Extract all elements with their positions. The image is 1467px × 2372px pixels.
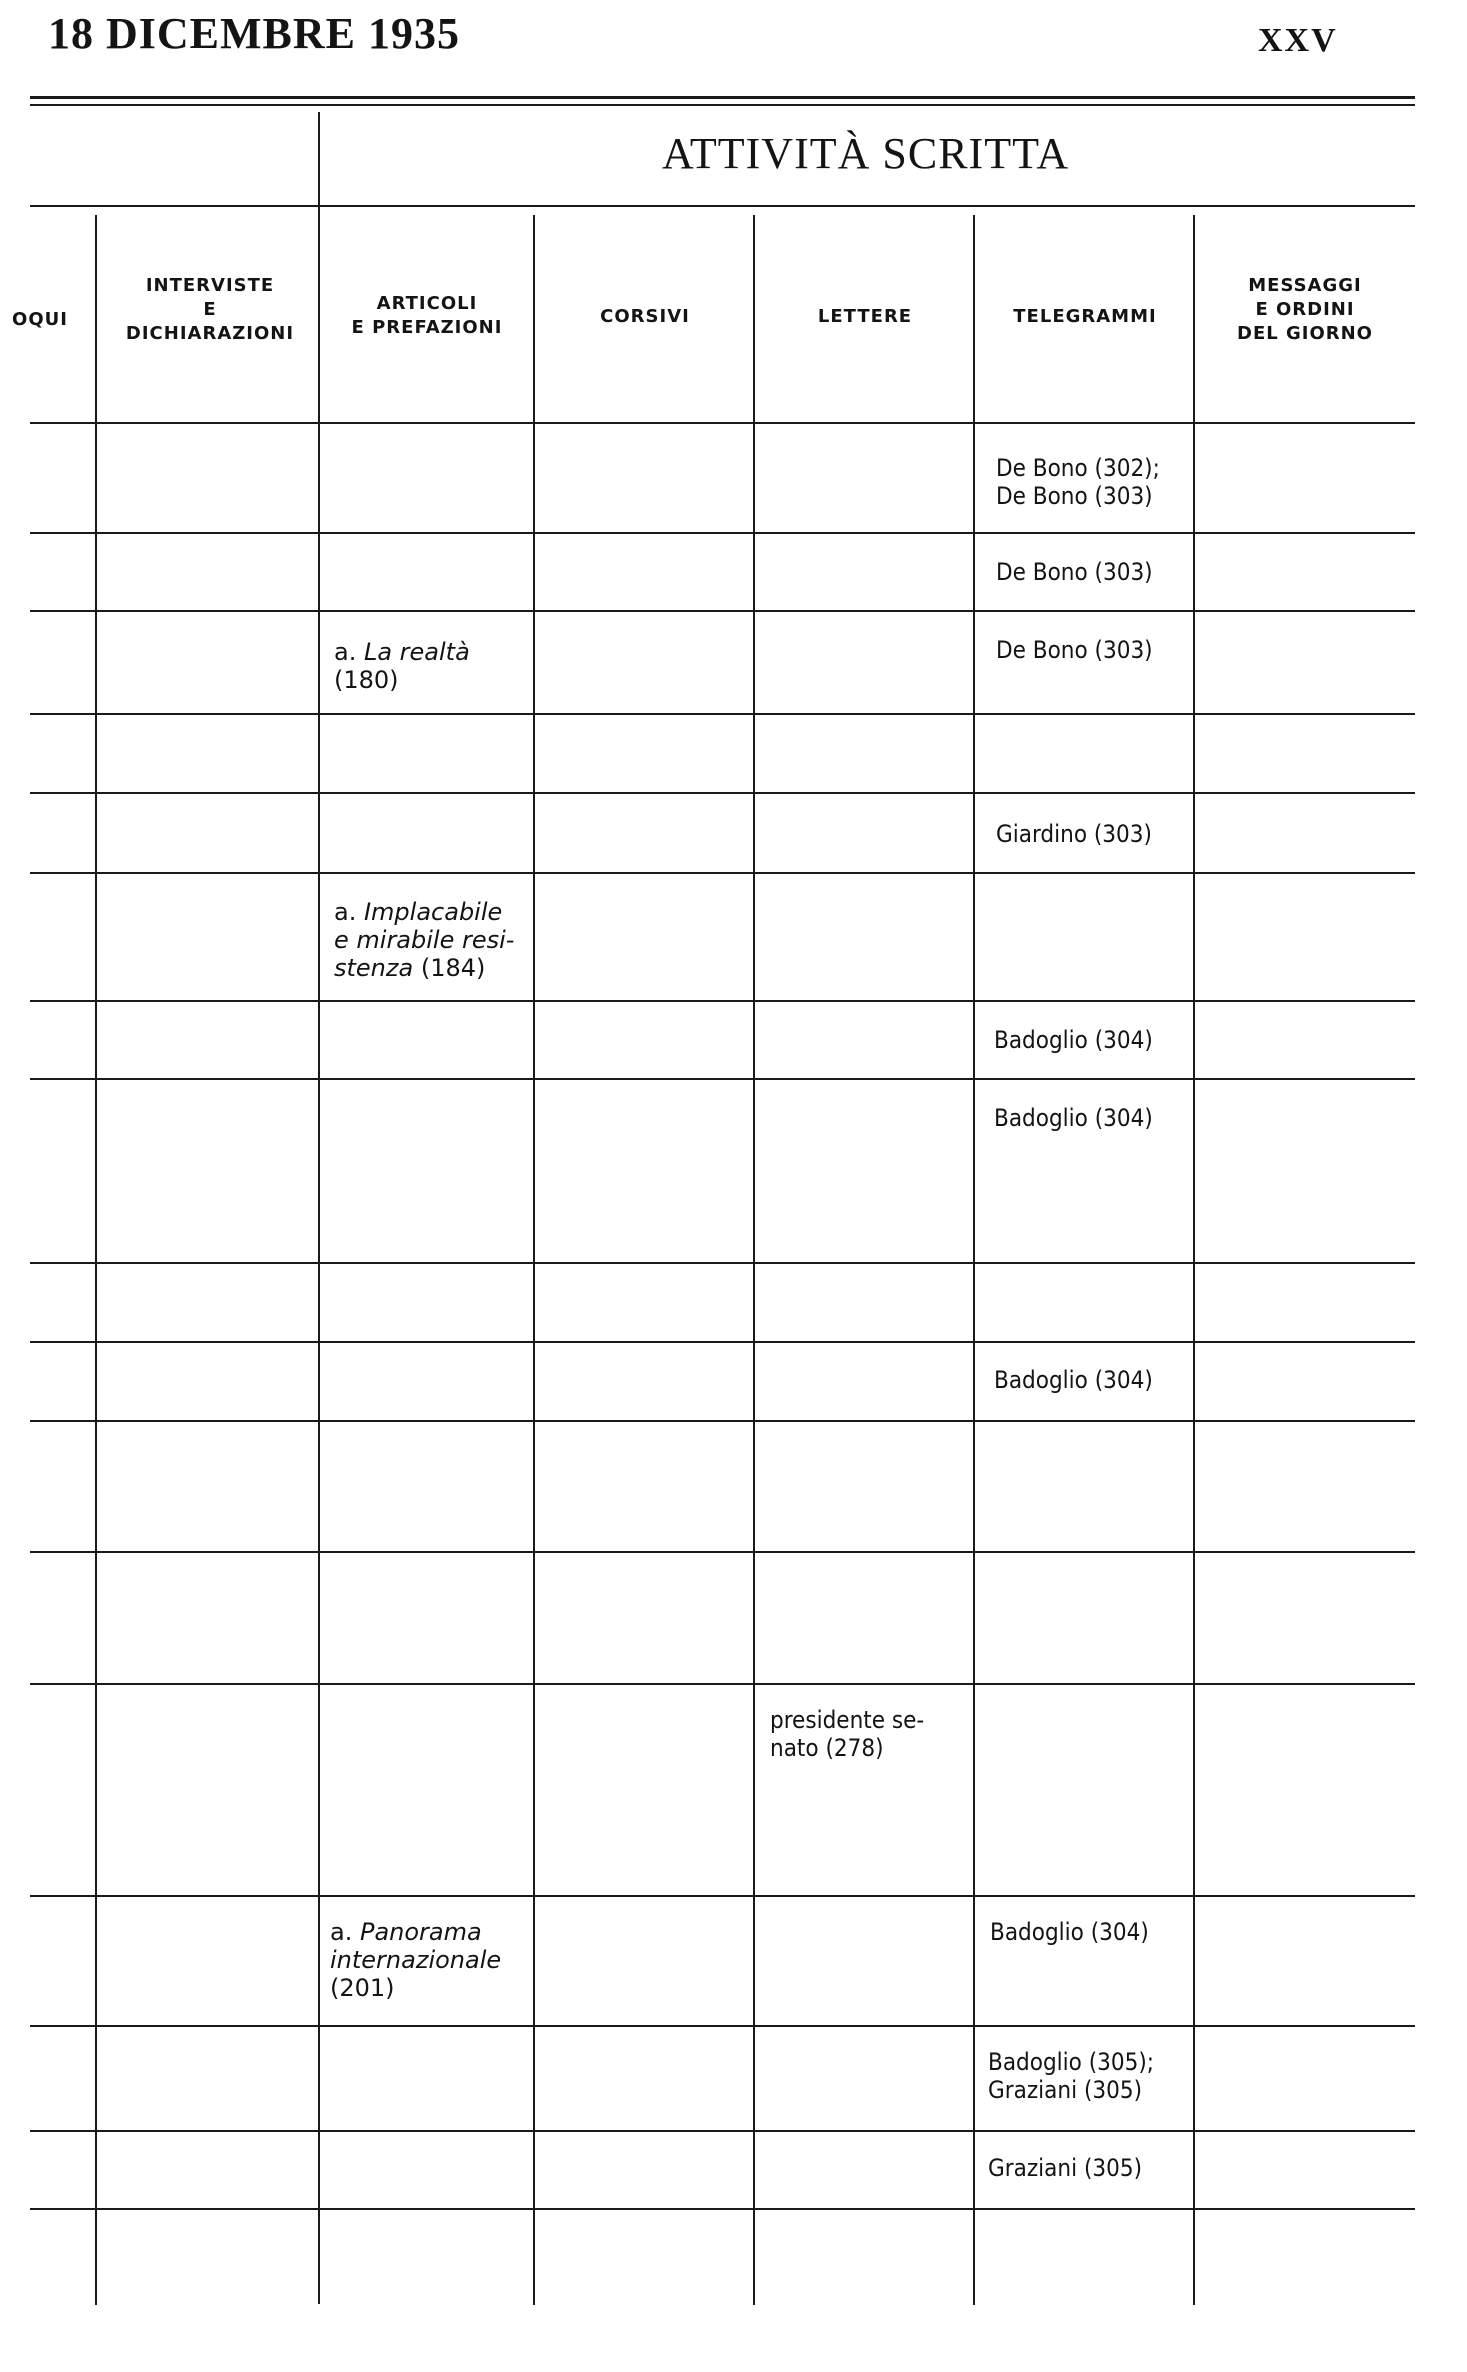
top-rule-2 bbox=[30, 104, 1415, 106]
row-rule bbox=[30, 713, 1415, 715]
article-ref: (201) bbox=[330, 1974, 395, 2002]
col-head-lettere: LETTERE bbox=[817, 306, 913, 327]
telegram-entry: Badoglio (305); Graziani (305) bbox=[988, 2048, 1155, 2104]
article-prefix: a. bbox=[330, 1918, 360, 1946]
row-rule bbox=[30, 422, 1415, 424]
row-rule bbox=[30, 1551, 1415, 1553]
row-rule bbox=[30, 2130, 1415, 2132]
row-rule bbox=[30, 2208, 1415, 2210]
letter-entry: presidente se- nato (278) bbox=[770, 1706, 925, 1762]
col-head-telegrammi: TELEGRAMMI bbox=[1013, 306, 1157, 327]
row-rule bbox=[30, 792, 1415, 794]
article-title: Implacabile e mirabile resi- stenza bbox=[334, 898, 515, 982]
top-rule bbox=[30, 96, 1415, 99]
row-rule bbox=[30, 1683, 1415, 1685]
telegram-entry: De Bono (303) bbox=[996, 558, 1153, 586]
col-head-messaggi: MESSAGGI E ORDINI DEL GIORNO bbox=[1237, 275, 1373, 344]
telegram-entry: De Bono (302); De Bono (303) bbox=[996, 454, 1160, 510]
col-divider-1 bbox=[95, 215, 97, 2305]
telegram-entry: Badoglio (304) bbox=[994, 1104, 1153, 1132]
col-divider-3 bbox=[533, 215, 535, 2305]
article-entry bbox=[334, 638, 470, 694]
telegram-entry: Badoglio (304) bbox=[990, 1918, 1149, 1946]
article-ref: (180) bbox=[334, 666, 399, 694]
col-head-corsivi: CORSIVI bbox=[600, 306, 690, 327]
telegram-entry: Badoglio (304) bbox=[994, 1026, 1153, 1054]
article-prefix: a. bbox=[334, 898, 364, 926]
row-rule bbox=[30, 1420, 1415, 1422]
col-head-colloqui: OQUI bbox=[12, 309, 68, 330]
col-head-interviste: INTERVISTE E DICHIARAZIONI bbox=[125, 275, 295, 344]
article-entry bbox=[334, 898, 534, 982]
article-prefix: a. bbox=[334, 638, 364, 666]
row-rule bbox=[30, 1895, 1415, 1897]
col-divider-2 bbox=[318, 112, 320, 2304]
row-rule bbox=[30, 872, 1415, 874]
telegram-entry: Badoglio (304) bbox=[994, 1366, 1153, 1394]
page-date: 18 DICEMBRE 1935 bbox=[48, 9, 461, 58]
telegram-entry: Graziani (305) bbox=[988, 2154, 1142, 2182]
article-ref: (184) bbox=[413, 954, 486, 982]
col-head-articoli: ARTICOLI E PREFAZIONI bbox=[351, 293, 503, 338]
title-rule bbox=[30, 205, 1415, 207]
article-title: Panorama internazionale bbox=[330, 1918, 502, 1974]
article-title: La realtà bbox=[363, 638, 470, 666]
col-divider-5 bbox=[973, 215, 975, 2305]
row-rule bbox=[30, 2025, 1415, 2027]
row-rule bbox=[30, 1341, 1415, 1343]
section-title: ATTIVITÀ SCRITTA bbox=[662, 129, 1070, 178]
row-rule bbox=[30, 610, 1415, 612]
col-divider-6 bbox=[1193, 215, 1195, 2305]
telegram-entry: Giardino (303) bbox=[996, 820, 1152, 848]
article-entry bbox=[330, 1918, 501, 2002]
row-rule bbox=[30, 1262, 1415, 1264]
row-rule bbox=[30, 1000, 1415, 1002]
col-divider-4 bbox=[753, 215, 755, 2305]
telegram-entry: De Bono (303) bbox=[996, 636, 1153, 664]
page-number: XXV bbox=[1258, 22, 1338, 59]
row-rule bbox=[30, 1078, 1415, 1080]
row-rule bbox=[30, 532, 1415, 534]
